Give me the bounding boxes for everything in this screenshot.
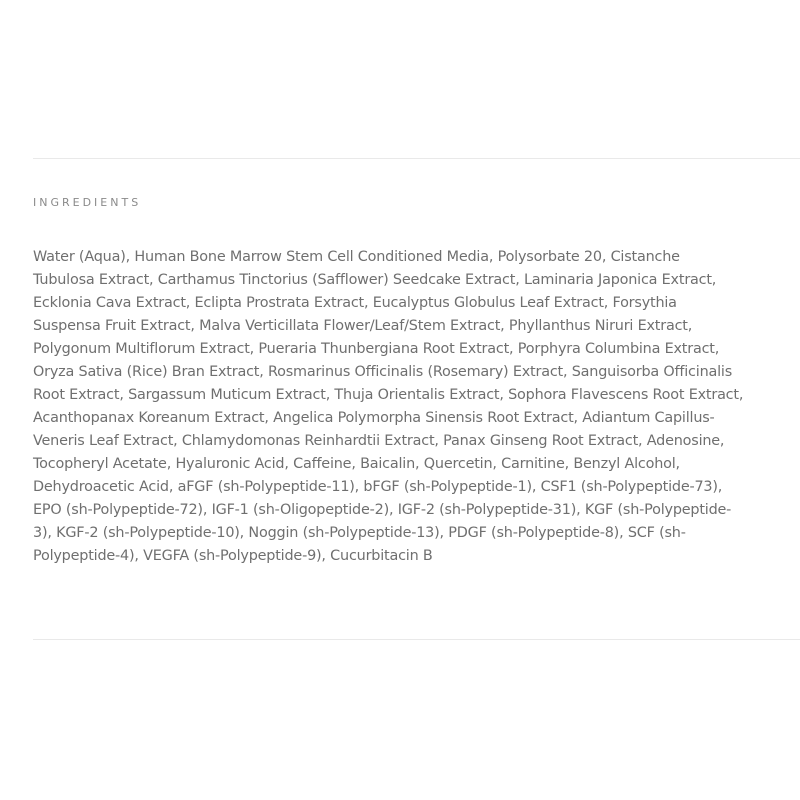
top-divider xyxy=(33,158,800,159)
bottom-divider xyxy=(33,639,800,640)
ingredients-heading: INGREDIENTS xyxy=(33,196,142,209)
ingredients-list-text: Water (Aqua), Human Bone Marrow Stem Cell Conditioned Media, Polysorbate 20, Cistanche Tubulosa Extract, Carthamus Tinctorius (Safflower) Seedcake Extract, Laminaria Japonica Extract, Ecklonia Cava Extract, Eclipta Prostrata Extract, Eucalyptus Globulus Leaf Extract, Forsythia Suspensa Fruit Extract, Malva Verticillata Flower/Leaf/Stem Extract, Phyllanthus Niruri Extract, Polygonum Multiflorum Extract, Pueraria Thunbergiana Root Extract, Porphyra Columbina Extract, Oryza Sativa (Rice) Bran Extract, Rosmarinus Officinalis (Rosemary) Extract, Sanguisorba Officinalis Root Extract, Sargassum Muticum Extract, Thuja Orientalis Extract, Sophora Flavescens Root Extract, Acanthopanax Koreanum Extract, Angelica Polymorpha Sinensis Root Extract, Adiantum Capillus-Veneris Leaf Extract, Chlamydomonas Reinhardtii Extract, Panax Ginseng Root Extract, Adenosine, Tocopheryl Acetate, Hyaluronic Acid, Caffeine, Baicalin, Quercetin, Carnitine, Benzyl Alcohol, Dehydroacetic Acid, aFGF (sh-Polypeptide-11), bFGF (sh-Polypeptide-1), CSF1 (sh-Polypeptide-73), EPO (sh-Polypeptide-72), IGF-1 (sh-Oligopeptide-2), IGF-2 (sh-Polypeptide-31), KGF (sh-Polypeptide-3), KGF-2 (sh-Polypeptide-10), Noggin (sh-Polypeptide-13), PDGF (sh-Polypeptide-8), SCF (sh-Polypeptide-4), VEGFA (sh-Polypeptide-9), Cucurbitacin B xyxy=(33,249,744,564)
